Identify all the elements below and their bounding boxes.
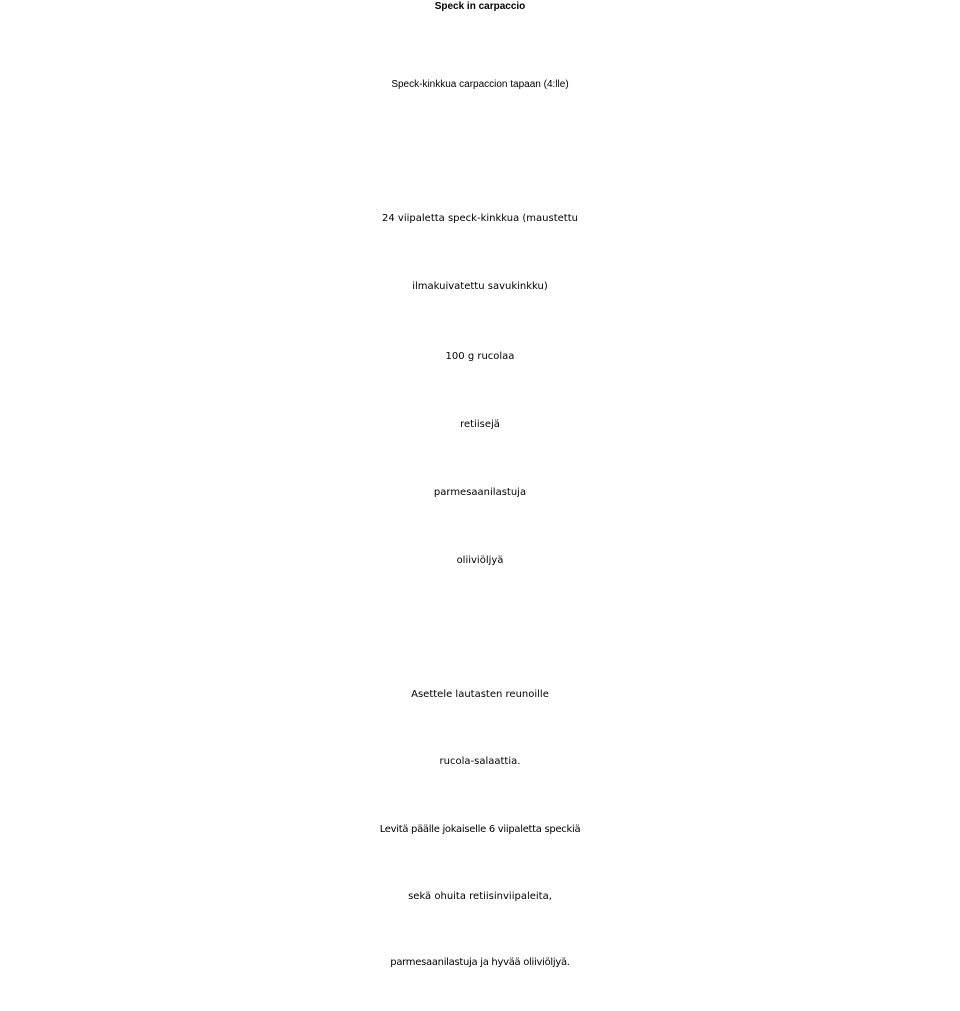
recipe-title: Speck in carpaccio bbox=[434, 1, 526, 12]
ingredient-line: oliiviöljyä bbox=[456, 555, 504, 566]
instruction-line: Levitä päälle jokaiselle 6 viipaletta speckiä bbox=[379, 824, 581, 835]
instruction-line: Asettele lautasten reunoille bbox=[411, 689, 549, 700]
ingredient-line: 24 viipaletta speck-kinkkua (maustettu bbox=[382, 213, 578, 224]
instruction-line: parmesaanilastuja ja hyvää oliiviöljyä. bbox=[390, 957, 570, 968]
ingredient-line: 100 g rucolaa bbox=[445, 351, 515, 362]
ingredient-line: ilmakuivatettu savukinkku) bbox=[412, 281, 548, 292]
recipe-subtitle: Speck-kinkkua carpaccion tapaan (4:lle) bbox=[391, 79, 569, 90]
instruction-line: sekä ohuita retiisinviipaleita, bbox=[408, 891, 552, 902]
instruction-line: rucola-salaattia. bbox=[439, 756, 521, 767]
ingredient-line: retiisejä bbox=[460, 419, 500, 430]
ingredient-line: parmesaanilastuja bbox=[433, 487, 527, 498]
